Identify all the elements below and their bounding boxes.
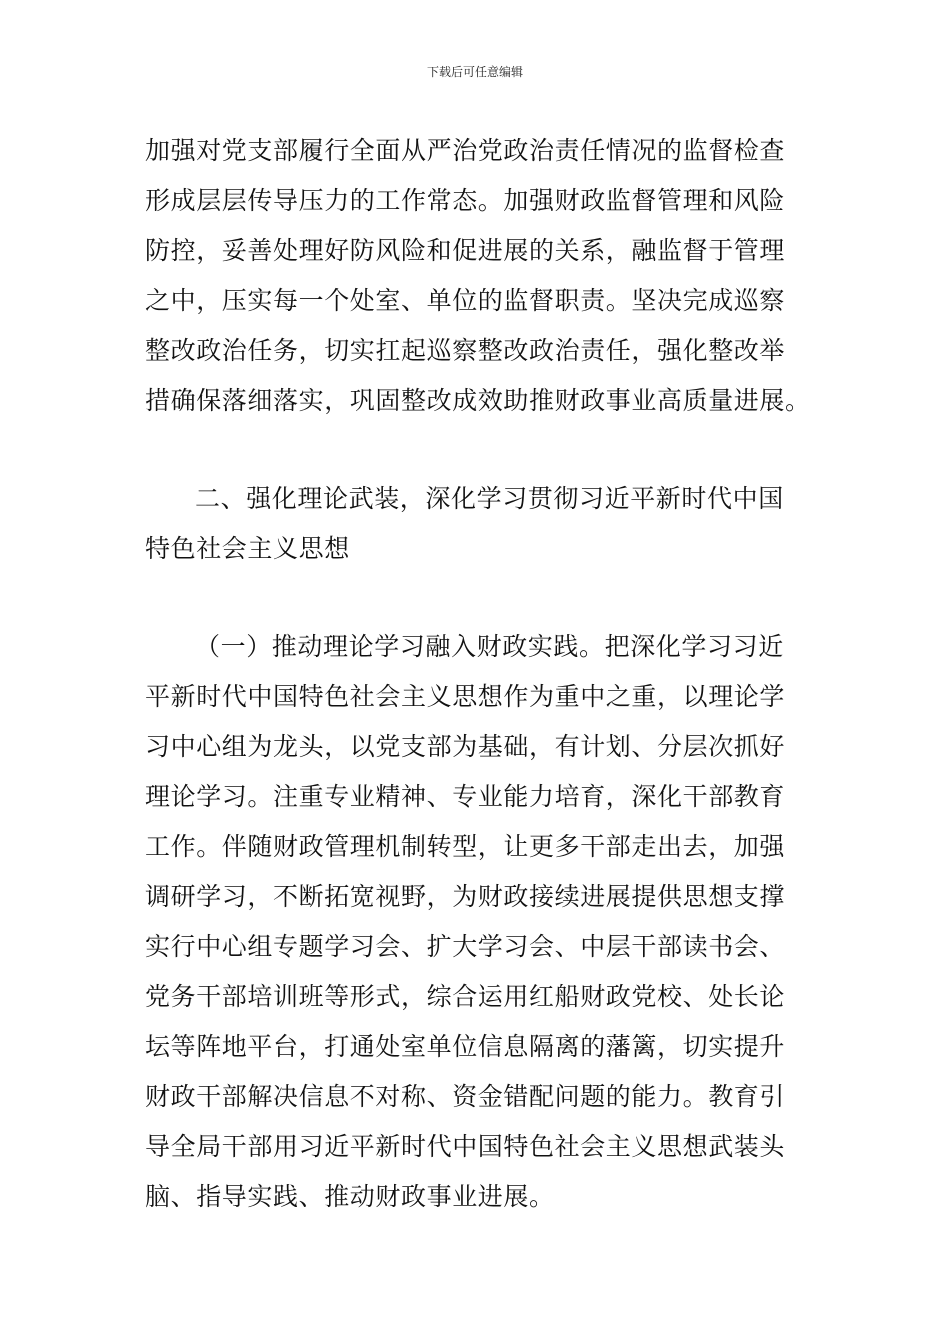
text-line: 之中，压实每一个处室、单位的监督职责。坚决完成巡察 [145, 286, 786, 315]
page-header-note: 下载后可任意编辑 [426, 65, 523, 79]
section-heading-line: 二、强化理论武装，深化学习贯彻习近平新时代中国 [195, 484, 784, 513]
text-line: 措确保落细落实，巩固整改成效助推财政事业高质量进展。 [145, 386, 811, 415]
text-line: 整改政治任务，切实扛起巡察整改政治责任，强化整改举 [145, 336, 786, 365]
text-line: 财政干部解决信息不对称、资金错配问题的能力。教育引 [145, 1082, 786, 1111]
text-line: 平新时代中国特色社会主义思想作为重中之重，以理论学 [145, 682, 786, 711]
text-line: 实行中心组专题学习会、扩大学习会、中层干部读书会、 [145, 932, 786, 961]
text-line: 导全局干部用习近平新时代中国特色社会主义思想武装头 [145, 1132, 786, 1161]
text-line: 坛等阵地平台，打通处室单位信息隔离的藩篱，切实提升 [145, 1032, 786, 1061]
text-line: 防控，妥善处理好防风险和促进展的关系，融监督于管理 [145, 236, 786, 265]
text-line: 理论学习。注重专业精神、专业能力培育，深化干部教育 [145, 782, 786, 811]
text-line: 工作。伴随财政管理机制转型，让更多干部走出去，加强 [145, 832, 786, 861]
text-line: （一）推动理论学习融入财政实践。把深化学习习近 [195, 632, 784, 661]
text-line: 脑、指导实践、推动财政事业进展。 [145, 1182, 555, 1211]
text-line: 习中心组为龙头，以党支部为基础，有计划、分层次抓好 [145, 732, 786, 761]
text-line: 形成层层传导压力的工作常态。加强财政监督管理和风险 [145, 186, 786, 215]
text-line: 加强对党支部履行全面从严治党政治责任情况的监督检查 [145, 136, 786, 165]
text-line: 党务干部培训班等形式，综合运用红船财政党校、处长论 [145, 982, 786, 1011]
text-line: 调研学习，不断拓宽视野，为财政接续进展提供思想支撑 [145, 882, 786, 911]
section-heading-line: 特色社会主义思想 [145, 534, 350, 563]
